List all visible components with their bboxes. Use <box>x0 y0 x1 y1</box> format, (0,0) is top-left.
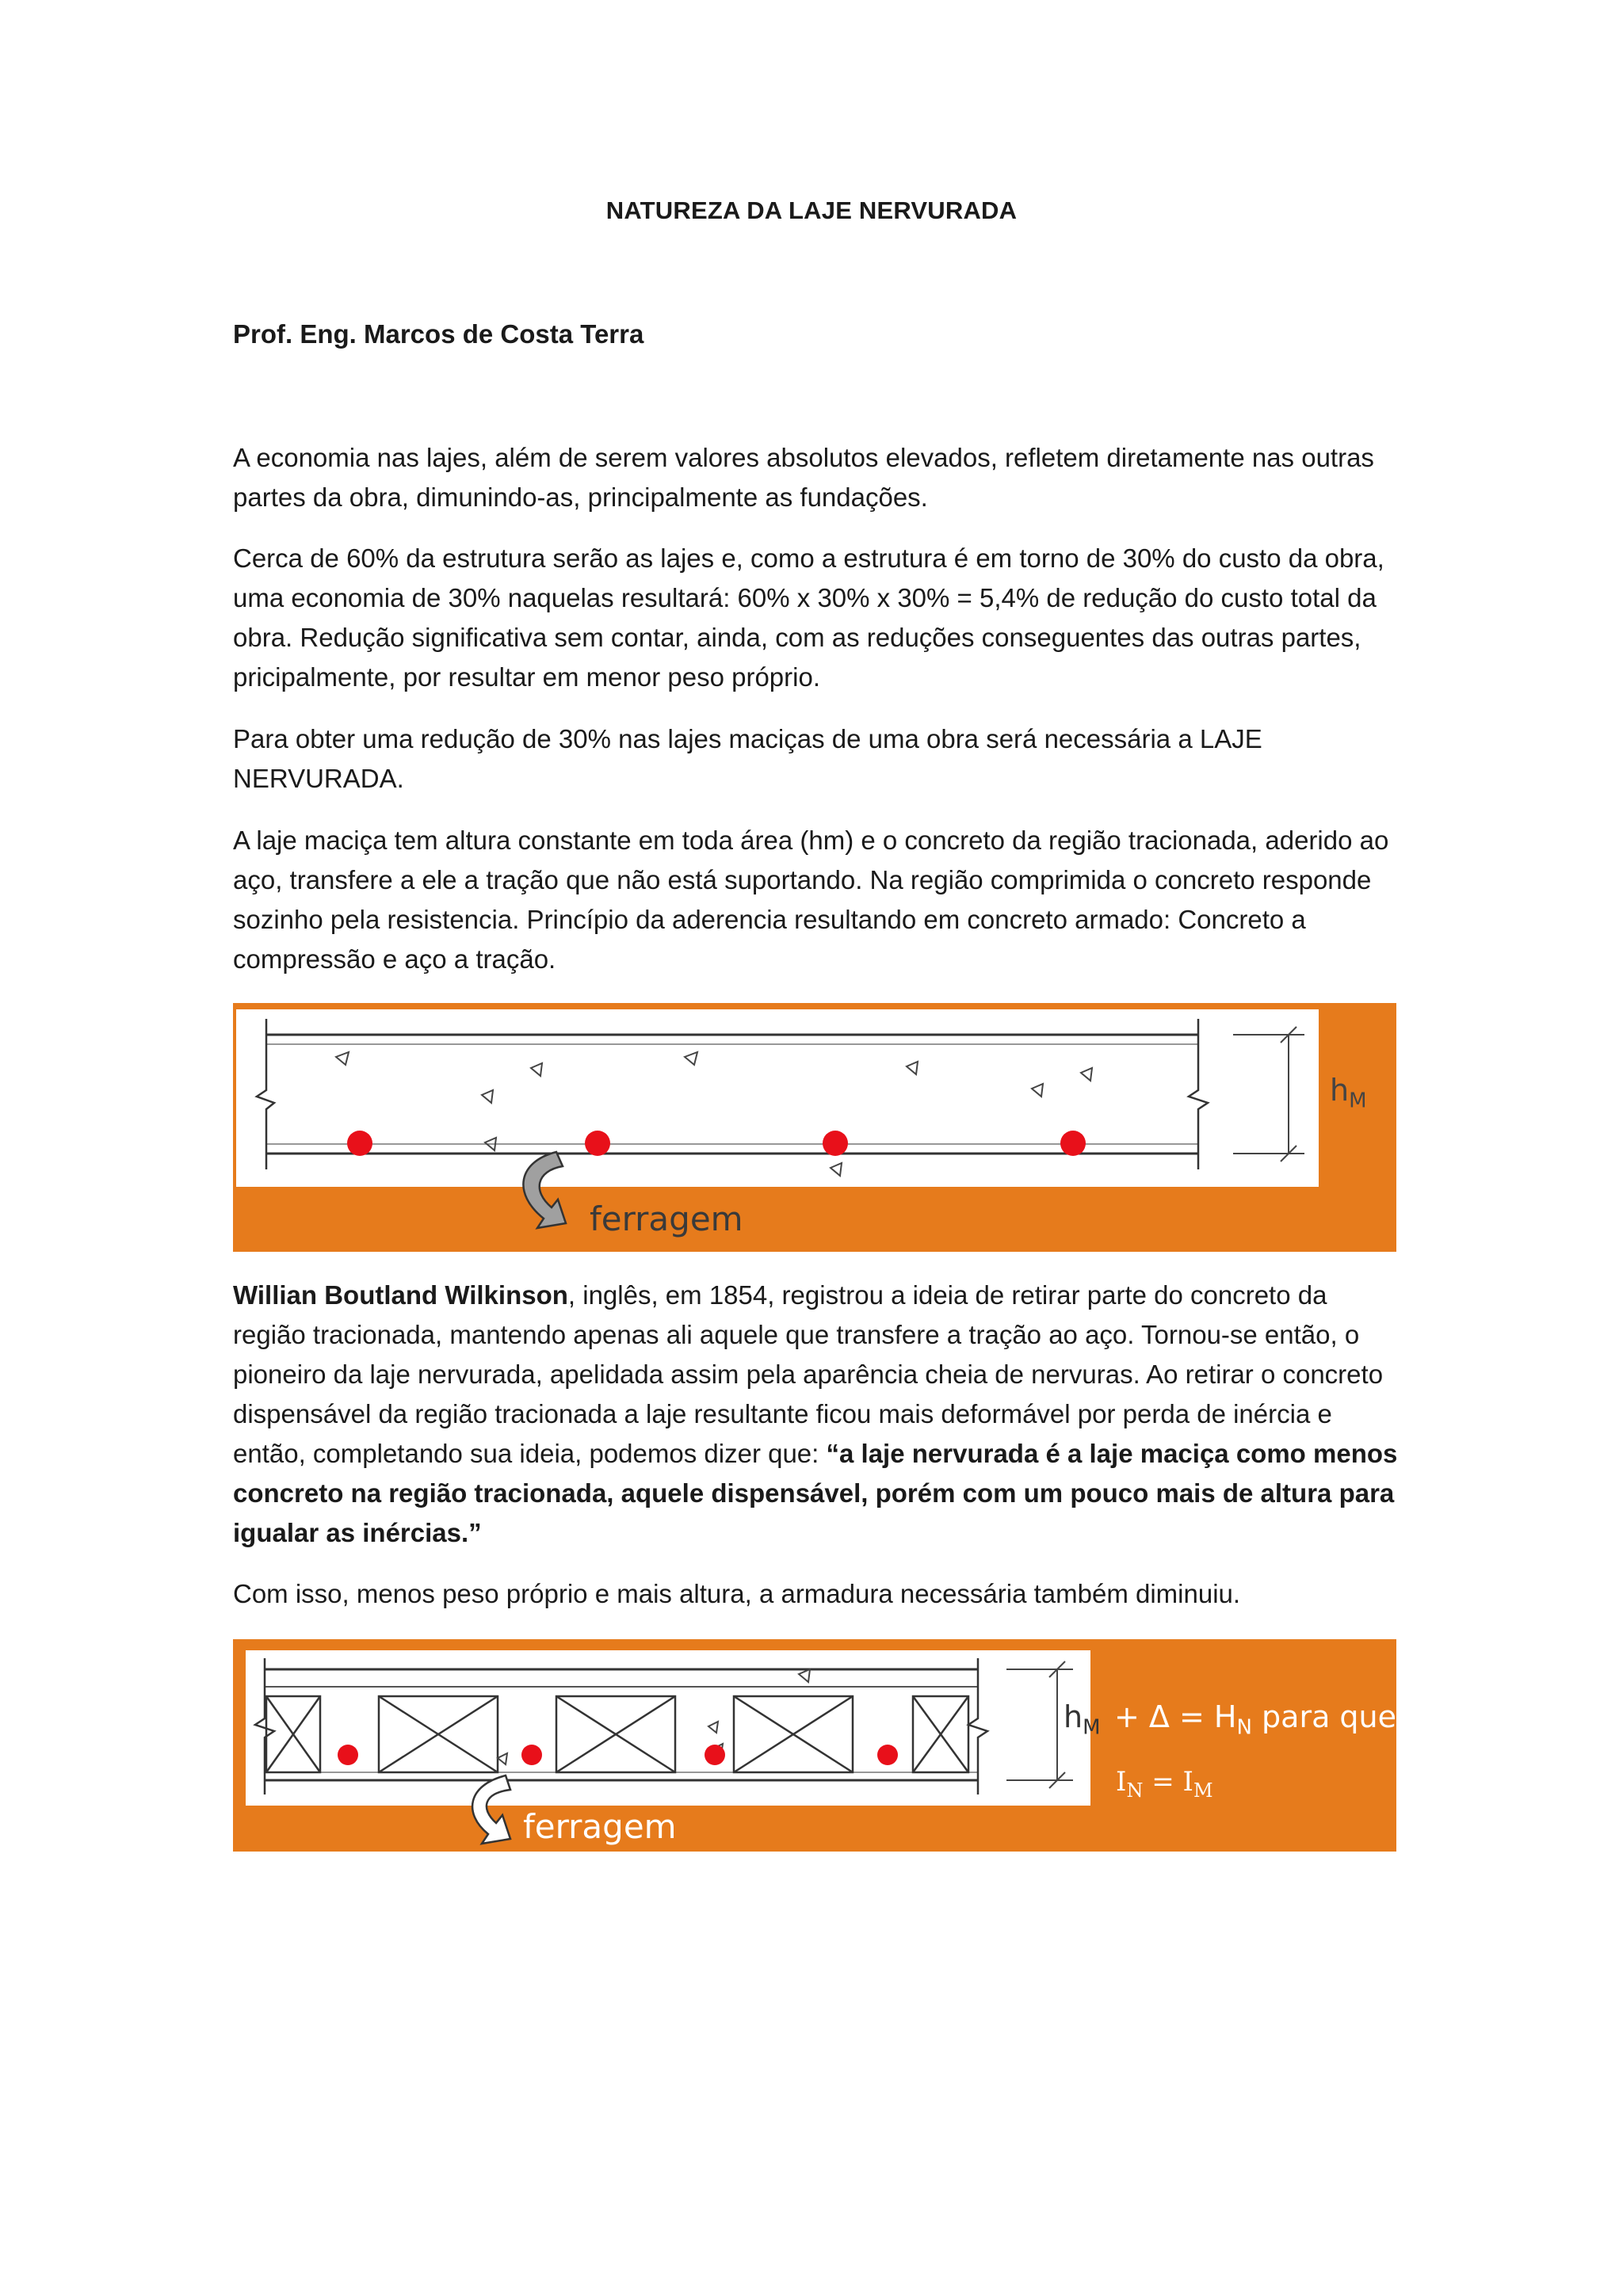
height-label: $h_M$ <box>1330 1073 1367 1113</box>
author-line: Prof. Eng. Marcos de Costa Terra <box>233 319 644 349</box>
rebar <box>338 1745 358 1765</box>
rebar <box>585 1131 610 1156</box>
ferragem-label: ferragem <box>523 1807 677 1846</box>
ferragem-label: ferragem <box>590 1199 743 1238</box>
paragraph-reduction: Para obter uma redução de 30% nas lajes maciças de uma obra será necessária a LAJE NERVURADA. <box>233 724 1262 793</box>
rebar <box>823 1131 848 1156</box>
wilkinson-quote: “a laje nervurada é a laje maciça como menos concreto na região tracionada, aquele dispensável, porém com um pouco mais de altura para igualar as inércias.” <box>233 1439 1398 1547</box>
paragraph-economy: A economia nas lajes, além de serem valores absolutos elevados, refletem diretamente nas outras partes da obra, dimunindo-as, principalmente as fundações. <box>233 443 1374 512</box>
slab-section <box>266 1035 1198 1154</box>
height-label: $h_M$ <box>1064 1699 1101 1740</box>
formula-height: + $\Delta = H_N$ para que <box>1114 1699 1397 1740</box>
formula-inertia: $I_N = I_M$ <box>1116 1766 1213 1802</box>
wilkinson-text: , inglês, em 1854, registrou a ideia de retirar parte do concreto da região tracionada, mantendo apenas ali aquele que transfere a tração ao aço. Tornou-se então, o pioneiro da laje nervurada, apelidada assim pela aparência cheia de nervuras. Ao retirar o concreto dispensável da região tracionada a laje resultante ficou mais deformável por perda de inércia e então, completando sua ideia, podemos dizer que: <box>233 1280 1384 1468</box>
ribbed-slab-figure <box>233 1639 1396 1852</box>
rebar <box>877 1745 898 1765</box>
rebar <box>521 1745 542 1765</box>
figure-panel <box>246 1650 1090 1806</box>
rebar <box>347 1131 372 1156</box>
paragraph-conclusion: Com isso, menos peso próprio e mais altura, a armadura necessária também diminuiu. <box>233 1579 1241 1608</box>
solid-slab-drawing <box>233 1003 1396 1252</box>
page-title: NATUREZA DA LAJE NERVURADA <box>605 196 1018 224</box>
paragraph-solid-slab: A laje maciça tem altura constante em toda área (hm) e o concreto da região tracionada, aderido ao aço, transfere a ele a tração que não está suportando. Na região comprimida o concreto responde sozinho pela resistencia. Princípio da aderencia resultando em concreto armado: Concreto a compressão e aço a tração. <box>233 826 1389 974</box>
solid-slab-figure <box>233 1003 1396 1252</box>
ribbed-slab-drawing <box>233 1639 1396 1852</box>
rebar <box>1060 1131 1086 1156</box>
paragraph-cost: Cerca de 60% da estrutura serão as lajes e, como a estrutura é em torno de 30% do custo da obra, uma economia de 30% naquelas resultará: 60% x 30% x 30% = 5,4% de redução do custo total da obra. Redução significativa sem contar, ainda, com as reduções conseguentes das outras partes, pricipalmente, por resultar em menor peso próprio. <box>233 543 1384 692</box>
rebar <box>705 1745 725 1765</box>
wilkinson-name: Willian Boutland Wilkinson <box>233 1280 568 1310</box>
paragraph-wilkinson <box>233 1276 1398 1553</box>
